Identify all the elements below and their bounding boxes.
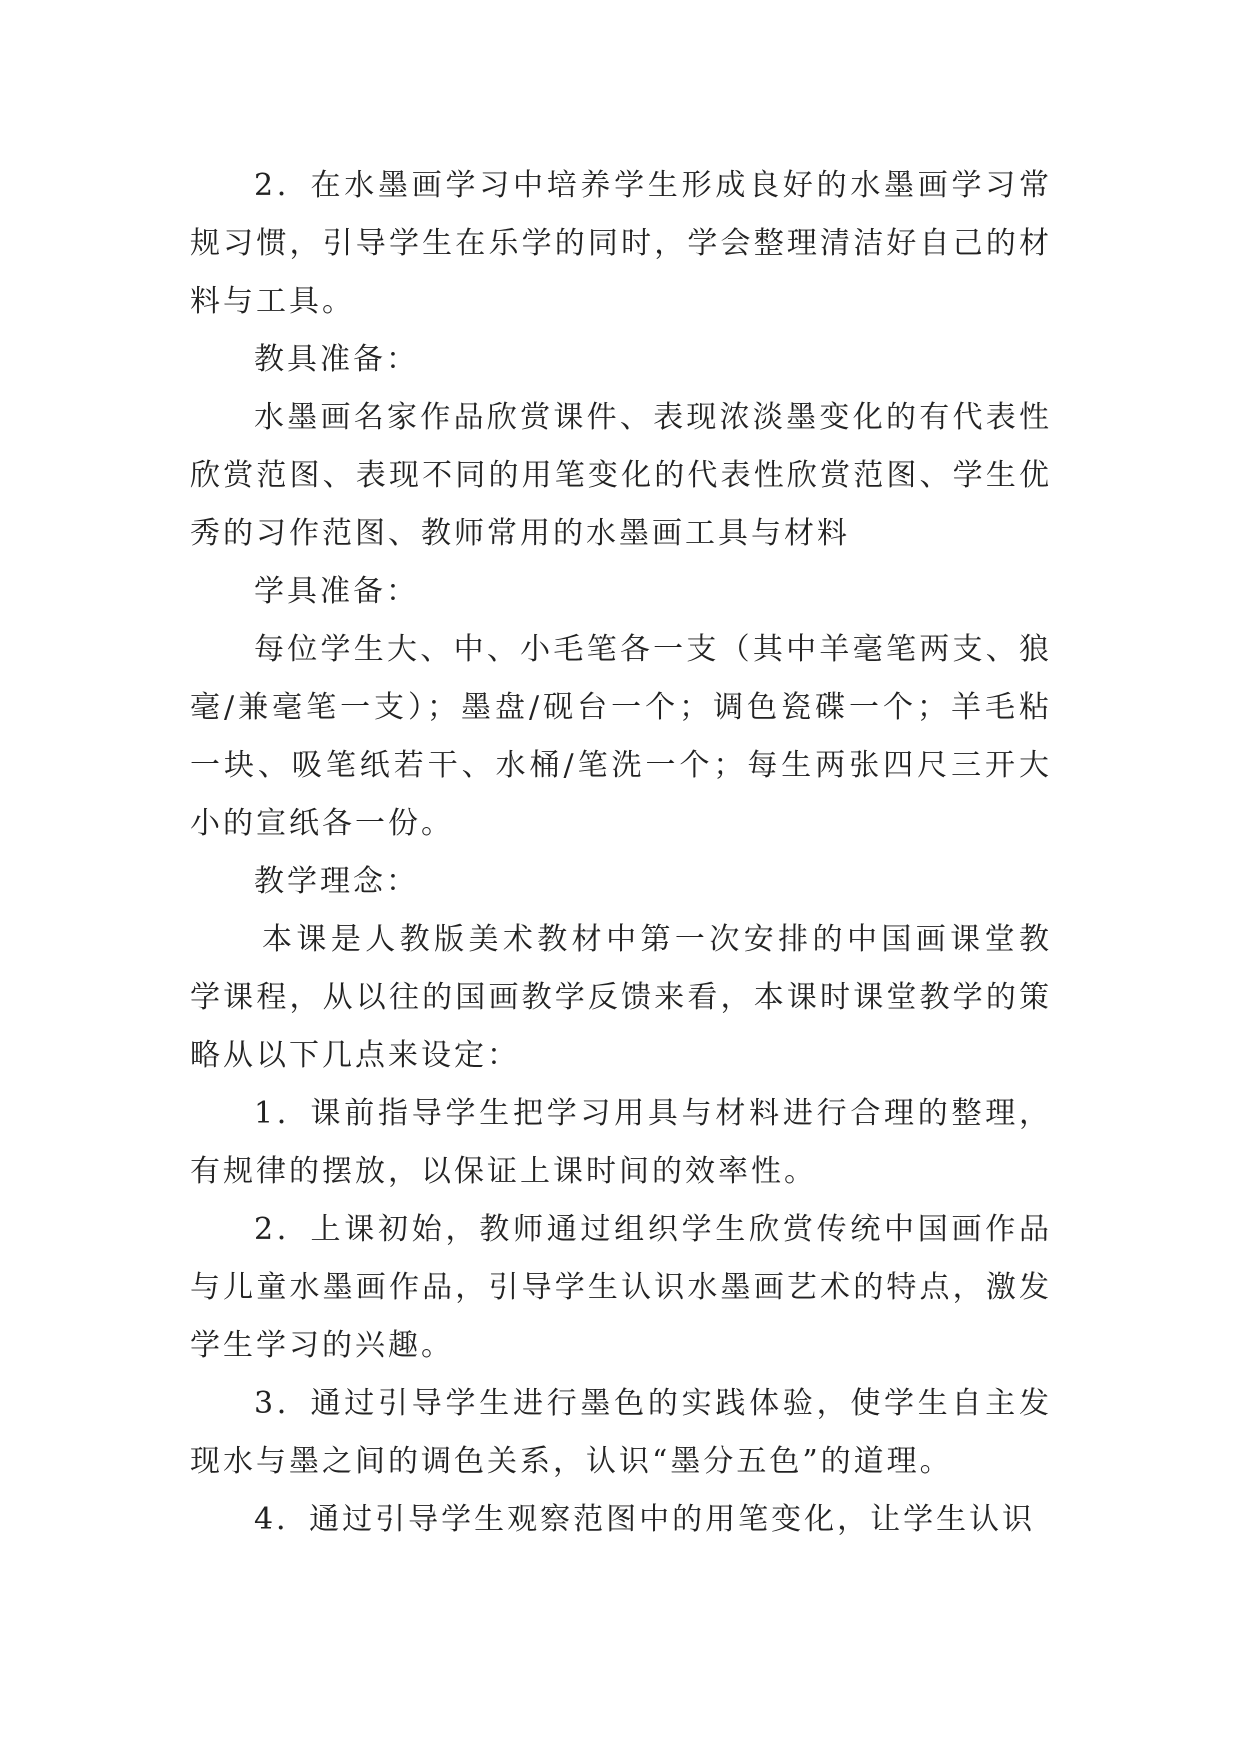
paragraph-strategy-3: 3．通过引导学生进行墨色的实践体验，使学生自主发现水与墨之间的调色关系，认识“墨分五色”的道理。: [190, 1386, 1052, 1479]
paragraph-strategy-2: 2．上课初始，教师通过组织学生欣赏传统中国画作品与儿童水墨画作品，引导学生认识水墨画艺术的特点，激发学生学习的兴趣。: [190, 1212, 1052, 1363]
paragraph-teaching-philosophy: 本课是人教版美术教材中第一次安排的中国画课堂教学课程，从以往的国画教学反馈来看，本课时课堂教学的策略从以下几点来设定：: [190, 922, 1052, 1073]
paragraph-student-materials: 每位学生大、中、小毛笔各一支（其中羊毫笔两支、狼毫/兼毫笔一支）；墨盘/砚台一个；调色瓷碟一个；羊毛粘一块、吸笔纸若干、水桶/笔洗一个；每生两张四尺三开大小的宣纸各一份。: [190, 632, 1052, 841]
heading-teaching-aids: 教具准备：: [254, 342, 419, 377]
document-body: [190, 157, 1052, 1549]
paragraph-strategy-1: 1．课前指导学生把学习用具与材料进行合理的整理，有规律的摆放，以保证上课时间的效率性。: [190, 1096, 1052, 1189]
heading-teaching-philosophy: 教学理念：: [254, 864, 419, 899]
paragraph-teaching-aids: 水墨画名家作品欣赏课件、表现浓淡墨变化的有代表性欣赏范图、表现不同的用笔变化的代表性欣赏范图、学生优秀的习作范图、教师常用的水墨画工具与材料: [190, 400, 1052, 551]
heading-student-materials: 学具准备：: [254, 574, 419, 609]
paragraph-goal-2: 2．在水墨画学习中培养学生形成良好的水墨画学习常规习惯，引导学生在乐学的同时，学会整理清洁好自己的材料与工具。: [190, 168, 1052, 319]
paragraph-strategy-4: 4．通过引导学生观察范图中的用笔变化，让学生认识: [254, 1502, 1036, 1537]
